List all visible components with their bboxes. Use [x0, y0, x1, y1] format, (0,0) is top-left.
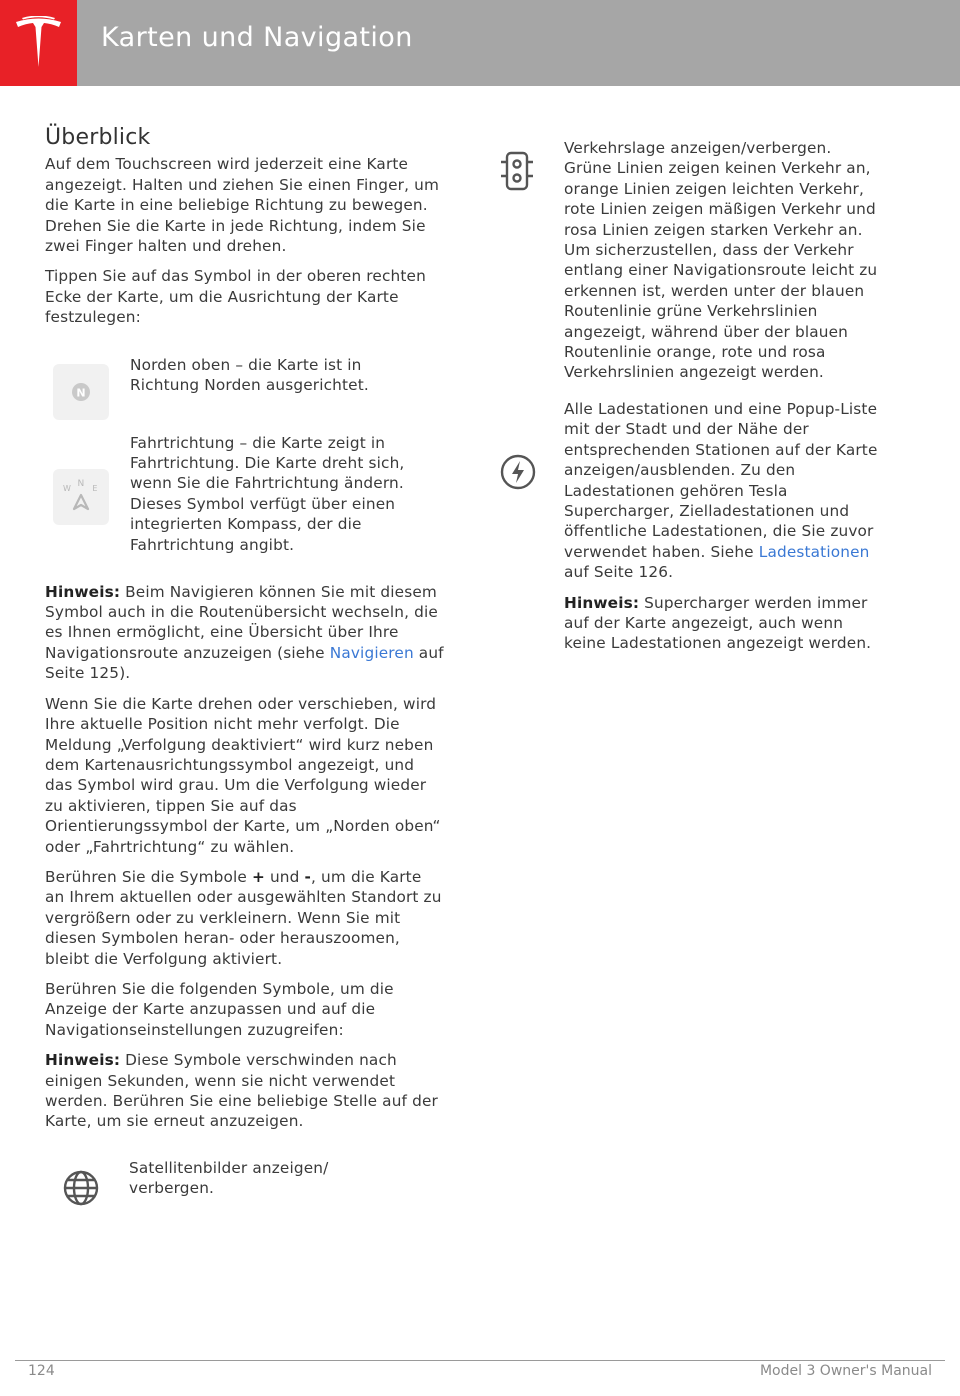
- navigieren-link[interactable]: Navigieren: [329, 643, 414, 662]
- ladestationen-link[interactable]: Ladestationen: [758, 542, 870, 561]
- note-label: Hinweis:: [45, 582, 121, 601]
- tesla-t-icon: [14, 16, 63, 68]
- zoom-text: Berühren Sie die Symbole: [45, 867, 252, 886]
- note-label: Hinweis:: [45, 1051, 121, 1070]
- charging-text-end: auf Seite 126.: [564, 563, 674, 582]
- heading-up-text: Fahrtrichtung – die Karte zeigt in Fahrtrichtung. Die Karte dreht sich, wenn Sie die Fahrtrichtung ändern. Dieses Symbol verfügt über einen integrierten Kompass, der die Fahrtrichtung angibt.: [130, 433, 405, 554]
- compass-icon: [53, 469, 109, 525]
- note-text: Diese Symbole verschwinden nach einigen Sekunden, wenn sie nicht verwendet werden. Berühren Sie eine beliebige Stelle auf der Karte, um sie erneut anzuzeigen.: [45, 1051, 438, 1131]
- traffic-text: Verkehrslage anzeigen/verbergen. Grüne Linien zeigen keinen Verkehr an, orange Linien zeigen leichten Verkehr, rote Linien zeigen mäßigen Verkehr und rosa Linien zeigen starken Verkehr an. Um sicherzustellen, dass der Verkehr entlang einer Navigationsroute leicht zu erkennen ist, werden unter der blauen Routenlinie grüne Verkehrslinien angezeigt, während über der blauen Routenlinie orange, rote und rosa Verkehrslinien angezeigt werden.: [564, 139, 878, 382]
- charging-text: [564, 399, 884, 583]
- lightning-icon: [498, 452, 538, 492]
- note-text-end: auf Seite 125).: [45, 643, 444, 683]
- tracking-paragraph: Wenn Sie die Karte drehen oder verschieben, wird Ihre aktuelle Position nicht mehr verfolgt. Die Meldung „Verfolgung deaktiviert“ wird kurz neben dem Kartenausrichtungssymbol angezeigt, und das Symbol wird grau. Um die Verfolgung wieder zu aktivieren, tippen Sie auf das Orientierungssymbol der Karte, um „Norden oben“ oder „Fahrtrichtung“ zu wählen.: [45, 694, 441, 856]
- tesla-logo: [0, 0, 77, 86]
- note-text: Beim Navigieren können Sie mit diesem Symbol auch in die Routenübersicht wechseln, die es Ihnen ermöglicht, eine Übersicht über Ihre Navigationsroute anzuzeigen (siehe: [45, 582, 438, 662]
- zoom-text-end: , um die Karte an Ihrem aktuellen oder ausgewählten Standort zu vergrößern oder zu verkleinern. Wenn Sie mit diesen Symbolen heran- oder herauszoomen, bleibt die Verfolgung aktiviert.: [45, 867, 442, 968]
- zoom-text-and: und: [264, 867, 305, 886]
- zoom-paragraph: [45, 867, 445, 969]
- right-column: [564, 138, 884, 664]
- svg-text:N: N: [76, 386, 86, 400]
- manual-title: Model 3 Owner's Manual: [759, 1363, 932, 1379]
- globe-icon: [61, 1168, 101, 1208]
- svg-text:N: N: [77, 478, 85, 489]
- note-symbols-disappear: [45, 1050, 445, 1132]
- charging-text-start: Alle Ladestationen und eine Popup-Liste mit der Stadt und der Nähe der entsprechenden Stationen auf der Karte anzeigen/ausblenden. Zu den Ladestationen gehören Tesla Supercharger, Zielladestationen und öffentliche Ladestationen, die Sie zuvor verwendet haben. Siehe: [564, 399, 878, 561]
- north-up-icon: [53, 364, 109, 420]
- note-label: Hinweis:: [564, 593, 640, 612]
- note-supercharger: [564, 593, 884, 654]
- overview-paragraph: Auf dem Touchscreen wird jederzeit eine Karte angezeigt. Halten und ziehen Sie einen Finger, um die Karte in eine beliebige Richtung zu bewegen. Drehen Sie die Karte in jede Richtung, indem Sie zwei Finger halten und drehen.: [45, 155, 439, 256]
- minus-symbol: -: [304, 867, 312, 886]
- note-route-overview: [45, 582, 445, 684]
- svg-text:E: E: [92, 483, 98, 493]
- svg-text:W: W: [62, 483, 72, 493]
- satellite-row: [45, 1142, 445, 1222]
- north-up-row: [45, 338, 445, 416]
- orientation-paragraph: Tippen Sie auf das Symbol in der oberen rechten Ecke der Karte, um die Ausrichtung der Karte festzulegen:: [45, 267, 426, 327]
- footer-divider: [15, 1360, 945, 1361]
- satellite-text: Satellitenbilder anzeigen/ verbergen.: [129, 1158, 329, 1198]
- symbols-paragraph: Berühren Sie die folgenden Symbole, um die Anzeige der Karte anzupassen und auf die Navigationseinstellungen zuzugreifen:: [45, 979, 394, 1039]
- note-text: Supercharger werden immer auf der Karte angezeigt, auch wenn keine Ladestationen angezeigt werden.: [564, 593, 872, 653]
- heading-up-row: [45, 416, 445, 582]
- page-number: 124: [28, 1363, 55, 1379]
- page-header: [0, 0, 960, 86]
- traffic-light-icon: [497, 150, 537, 192]
- section-heading: Überblick: [45, 125, 151, 150]
- page-title: Karten und Navigation: [101, 22, 413, 53]
- north-up-text: Norden oben – die Karte ist in Richtung Norden ausgerichtet.: [130, 355, 369, 395]
- left-column: [45, 125, 445, 1222]
- plus-symbol: +: [251, 867, 265, 886]
